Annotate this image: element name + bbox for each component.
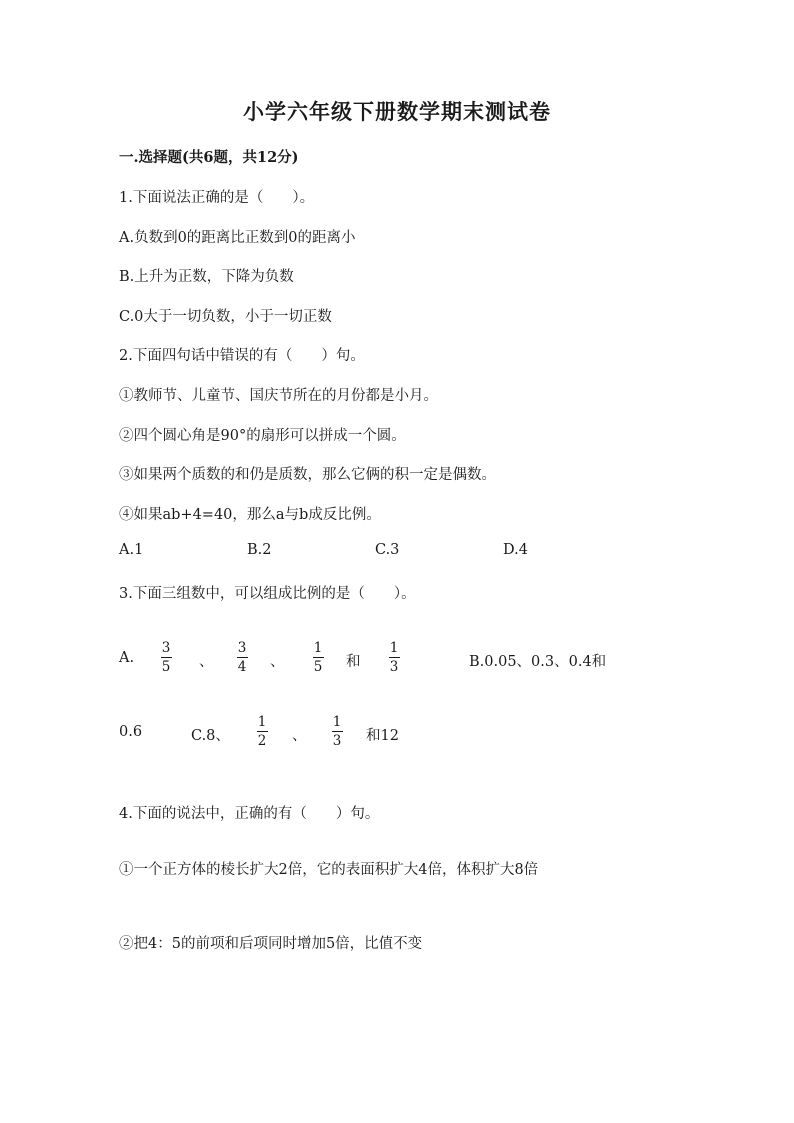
fraction-bar bbox=[389, 657, 400, 658]
fraction bbox=[309, 641, 327, 675]
fraction-denominator: 5 bbox=[313, 659, 323, 675]
question-3-stem: 3.下面三组数中，可以组成比例的是（ ）。 bbox=[119, 586, 416, 602]
fraction-bar bbox=[332, 731, 343, 732]
fraction-denominator: 4 bbox=[237, 659, 247, 675]
fraction-denominator: 2 bbox=[257, 733, 267, 749]
fraction bbox=[328, 715, 346, 749]
question-1-option-b: B.上升为正数，下降为负数 bbox=[119, 269, 294, 285]
question-2-statement-2: ②四个圆心角是90°的扇形可以拼成一个圆。 bbox=[119, 428, 406, 444]
question-2-stem: 2.下面四句话中错误的有（ ）句。 bbox=[119, 348, 365, 364]
question-2-statement-4: ④如果ab+4=40，那么a与b成反比例。 bbox=[119, 507, 381, 523]
separator: 、 bbox=[292, 728, 307, 744]
question-3-option-b-continued: 0.6 bbox=[119, 724, 143, 740]
question-4-stem: 4.下面的说法中，正确的有（ ）句。 bbox=[119, 806, 380, 822]
question-2-option-c: C.3 bbox=[375, 542, 400, 558]
question-2-option-a: A.1 bbox=[119, 542, 144, 558]
question-2-option-d: D.4 bbox=[503, 542, 528, 558]
question-2-statement-3: ③如果两个质数的和仍是质数，那么它俩的积一定是偶数。 bbox=[119, 467, 496, 483]
fraction-numerator: 1 bbox=[332, 714, 342, 730]
separator: 、 bbox=[270, 654, 285, 670]
conjunction: 和 bbox=[346, 654, 361, 670]
fraction-denominator: 3 bbox=[332, 733, 342, 749]
fraction-denominator: 3 bbox=[389, 659, 399, 675]
question-2-option-b: B.2 bbox=[247, 542, 272, 558]
question-3-option-c-label: C.8、 bbox=[191, 728, 230, 744]
fraction-numerator: 1 bbox=[257, 714, 267, 730]
fraction-bar bbox=[237, 657, 248, 658]
question-4-statement-1: ①一个正方体的棱长扩大2倍，它的表面积扩大4倍，体积扩大8倍 bbox=[119, 862, 539, 878]
fraction bbox=[233, 641, 251, 675]
fraction-bar bbox=[257, 731, 268, 732]
fraction-bar bbox=[161, 657, 172, 658]
fraction-numerator: 1 bbox=[313, 640, 323, 656]
question-1-stem: 1.下面说法正确的是（ ）。 bbox=[119, 190, 315, 206]
section-heading: 一.选择题(共6题，共12分) bbox=[119, 149, 299, 166]
fraction-numerator: 3 bbox=[237, 640, 247, 656]
question-3-option-b: B.0.05、0.3、0.4和 bbox=[469, 654, 607, 670]
fraction-numerator: 3 bbox=[161, 640, 171, 656]
fraction bbox=[385, 641, 403, 675]
question-3-option-a-label: A. bbox=[119, 650, 135, 666]
fraction-bar bbox=[313, 657, 324, 658]
fraction-denominator: 5 bbox=[161, 659, 171, 675]
question-4-statement-2: ②把4：5的前项和后项同时增加5倍，比值不变 bbox=[119, 936, 423, 952]
question-2-statement-1: ①教师节、儿童节、国庆节所在的月份都是小月。 bbox=[119, 388, 438, 404]
fraction bbox=[253, 715, 271, 749]
page-title: 小学六年级下册数学期末测试卷 bbox=[243, 99, 551, 124]
fraction-numerator: 1 bbox=[389, 640, 399, 656]
separator: 、 bbox=[199, 654, 214, 670]
question-1-option-c: C.0大于一切负数，小于一切正数 bbox=[119, 309, 332, 325]
question-1-option-a: A.负数到0的距离比正数到0的距离小 bbox=[119, 230, 356, 246]
fraction bbox=[157, 641, 175, 675]
question-3-option-c-tail: 和12 bbox=[366, 728, 399, 744]
